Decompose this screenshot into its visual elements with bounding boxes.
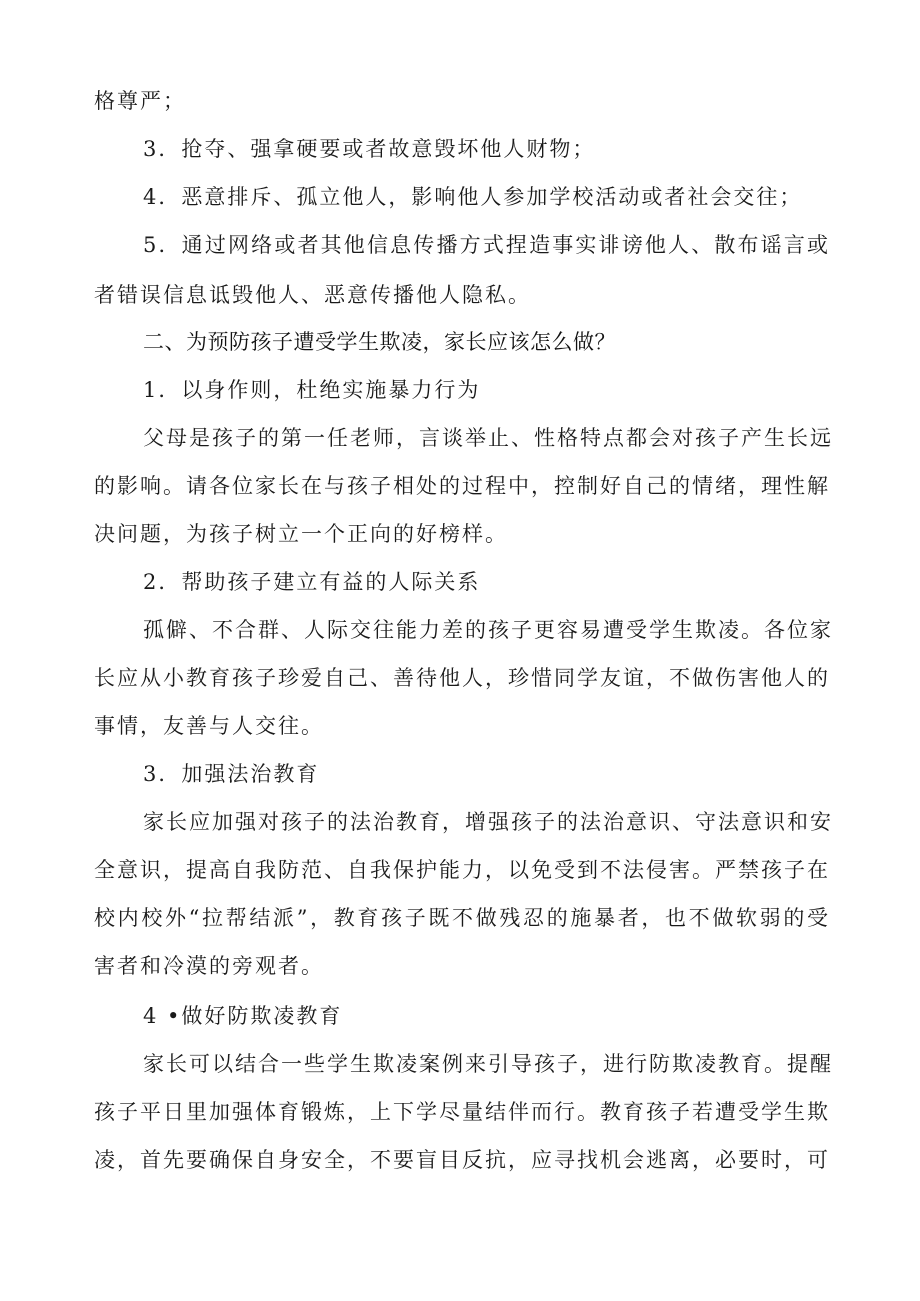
paragraph-line: 长应从小教育孩子珍爱自己、善待他人，珍惜同学友谊，不做伤害他人的 xyxy=(94,666,830,690)
subheading-1: 1．以身作则，杜绝实施暴力行为 xyxy=(143,378,481,402)
list-item-5: 5．通过网络或者其他信息传播方式捏造事实诽谤他人、散布谣言或 xyxy=(143,233,830,257)
paragraph-line: 校内校外“拉帮结派”，教育孩子既不做残忍的施暴者，也不做软弱的受 xyxy=(94,906,830,930)
paragraph-line: 孩子平日里加强体育锻炼，上下学尽量结伴而行。教育孩子若遭受学生欺 xyxy=(94,1100,830,1124)
subheading-2: 2．帮助孩子建立有益的人际关系 xyxy=(143,570,481,594)
paragraph-line: 的影响。请各位家长在与孩子相处的过程中，控制好自己的情绪，理性解 xyxy=(94,474,830,498)
section-heading: 二、为预防孩子遭受学生欺凌，家长应该怎么做？ xyxy=(143,330,616,354)
paragraph-line: 全意识，提高自我防范、自我保护能力，以免受到不法侵害。严禁孩子在 xyxy=(94,858,830,882)
paragraph-line: 事情，友善与人交往。 xyxy=(94,714,324,738)
paragraph-line: 父母是孩子的第一任老师，言谈举止、性格特点都会对孩子产生长远 xyxy=(143,426,833,450)
text-line: 格尊严； xyxy=(94,89,186,113)
list-item-4: 4．恶意排斥、孤立他人，影响他人参加学校活动或者社会交往； xyxy=(143,185,803,209)
subheading-3: 3．加强法治教育 xyxy=(143,762,320,786)
paragraph-line: 孤僻、不合群、人际交往能力差的孩子更容易遭受学生欺凌。各位家 xyxy=(143,618,833,642)
paragraph-line: 害者和冷漠的旁观者。 xyxy=(94,954,324,978)
paragraph-line: 家长可以结合一些学生欺凌案例来引导孩子，进行防欺凌教育。提醒 xyxy=(143,1052,833,1076)
paragraph-line: 家长应加强对孩子的法治教育，增强孩子的法治意识、守法意识和安 xyxy=(143,810,833,834)
list-item-3: 3．抢夺、强拿硬要或者故意毁坏他人财物； xyxy=(143,137,596,161)
text-line: 者错误信息诋毁他人、恶意传播他人隐私。 xyxy=(94,283,531,307)
subheading-4: 4 •做好防欺凌教育 xyxy=(143,1004,343,1028)
paragraph-line: 凌，首先要确保自身安全，不要盲目反抗，应寻找机会逃离，必要时，可 xyxy=(94,1148,830,1172)
paragraph-line: 决问题，为孩子树立一个正向的好榜样。 xyxy=(94,522,508,546)
